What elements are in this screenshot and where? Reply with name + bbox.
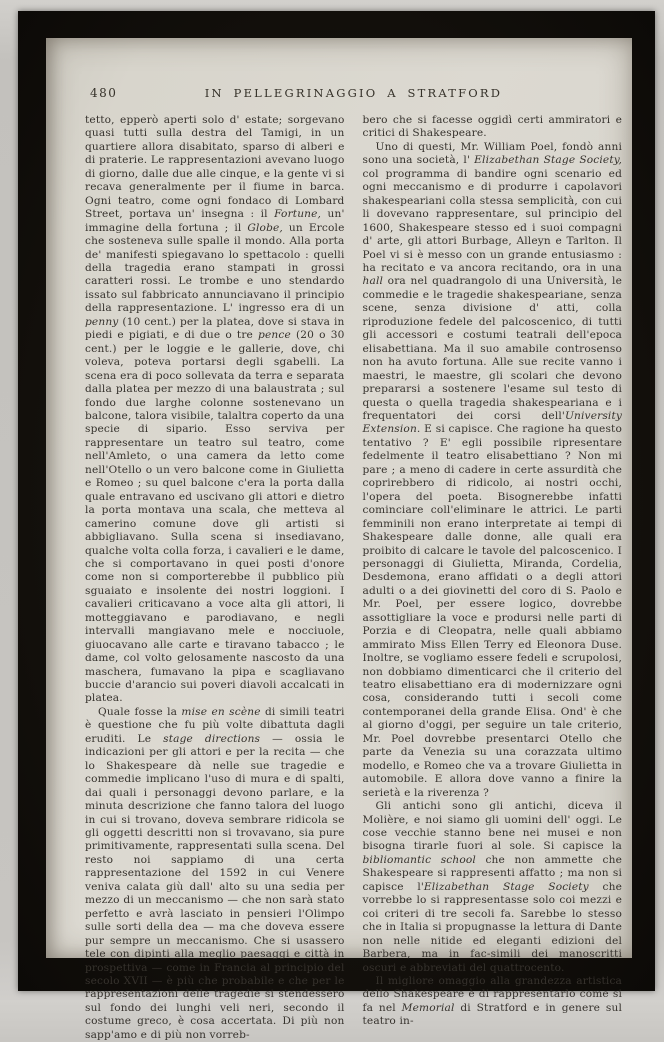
page-header	[85, 84, 622, 114]
text-run: Il migliore omaggio alla grandezza artistica dello Shakespeare è di rappresentarlo come si fa nel	[362, 975, 622, 1014]
paragraph	[363, 800, 623, 975]
italic-text-run: hall	[362, 275, 384, 288]
text-run: un Ercole che sosteneva sulle spalle il mondo. Alla porta de' manifesti spiegavano lo spettacolo : quelli della tragedia erano stampati in grossi caratteri rossi. Le trombe e uno stendardo issato sul fabbricato annunciavano il principio della rappresentazione. L' ingresso era di un	[85, 221, 345, 315]
text-run: (10 cent.) per la platea, dove si stava in piedi e pigiati, e di due o tre	[85, 315, 345, 342]
italic-text-run: bibliomantic school	[362, 853, 476, 866]
text-run: tetto, epperò aperti solo d' estate; sorgevano quasi tutti sulla destra del Tamigi, in un quartiere allora disabitato, sparso di alberi e di praterie. Le rappresentazioni avevano luogo di giorno, dalle due alle cinque, e la gente vi si recava generalmente per il fiume in barca. Ogni teatro, come ogni fondaco di Lombard Street, portava un' insegna : il	[85, 114, 345, 221]
italic-text-run: mise en scène	[181, 705, 261, 718]
text-run: Gli antichi sono gli antichi, diceva il Molière, e noi siamo gli uomini dell' oggi. Le cose vecchie stanno bene nei musei e non bisogna tirarle fuori al sole. Si capisce la	[362, 800, 622, 853]
book-page	[46, 38, 632, 1041]
paragraph	[85, 114, 345, 706]
running-title: IN PELLEGRINAGGIO A STRATFORD	[204, 86, 503, 100]
text-run: un' immagine della fortuna ; il	[85, 208, 345, 234]
paragraph	[363, 975, 623, 1029]
text-columns	[85, 114, 622, 1042]
italic-text-run: University Extension.	[362, 409, 622, 436]
text-run: ora nel quadrangolo di una Università, le commedie e le tragedie shakespeariane, senza scene, senza divisione d' atti, colla riproduzione fedele del palcoscenico, di tutti gli accessori e costumi teatrali dell'epoca elisabettiana. Ma il suo amabile controsenso non ha avuto fortuna. Alle sue recite vanno i maestri, le maestre, gli scolari che devono prepararsi a sostenere l'esame sul testo di questa o quella tragedia shakespeariana e i frequentatori dei corsi dell'	[362, 275, 622, 422]
paragraph	[363, 141, 623, 800]
text-run: col programma di bandire ogni scenario ed ogni meccanismo e di produrre i capolavori shakespeariani colla stessa semplicità, con cui li dovevano rappresentare, sul principio del 1600, Shakespeare stesso ed i suoi compagni d' arte, gli attori Burbage, Alleyn e Tarlton. Il Poel vi si è messo con un grande entusiasmo : ha recitato e va ancora recitando, ora in una	[362, 167, 622, 274]
italic-text-run: penny	[85, 315, 119, 328]
text-run: Uno di questi, Mr. William Poel, fondò anni sono una società, l'	[362, 140, 622, 167]
text-run: Quale fosse la	[98, 705, 182, 718]
page-number: 480	[90, 86, 118, 100]
italic-text-run: Fortune,	[274, 208, 322, 221]
italic-text-run: Globe,	[247, 221, 283, 234]
column-left	[85, 114, 345, 1042]
text-run: E si capisce. Che ragione ha questo tentativo ? E' egli possibile ripresentare fedelmente il teatro elisabettiano ? Non mi pare ; a meno di cadere in certe assurdità che coprirebbero di ridicolo, ai nostri occhi, l'opera del poeta. Bisognerebbe infatti cominciare coll'eliminare le attrici. Le parti femminili non erano interpretate ai tempi di Shakespeare dalle donne, alle quali era proibito di calcare le tavole del palcoscenico. I personaggi di Giulietta, Miranda, Cordelia, Desdemona, erano affidati o a degli attori adulti o a dei giovinetti del coro di S. Paolo e Mr. Poel, per essere logico, dovrebbe assottigliare la voce e prodursi nelle parti di Porzia e di Cleopatra, nelle quali abbiamo ammirato Miss Ellen Terry ed Eleonora Duse. Inoltre, se vogliamo essere fedeli e scrupolosi, non dobbiamo dimenticarci che il criterio del teatro elisabettiano era di modernizzare ogni cosa, considerando tutti i secoli come contemporanei della grande Elisa. Ond' è che al giorno d'oggi, per seguire un tale criterio, Mr. Poel dovrebbe presentarci Otello che parte da Venezia su una corazzata ultimo modello, e Romeo che va a trovare Giulietta in automobile. E allora dove vanno a finire la serietà e la riverenza ?	[362, 423, 622, 799]
text-run: che vorrebbe lo si rappresentasse solo coi mezzi e coi criteri di tre secoli fa. Sarebbe lo stesso che in Italia si propugnasse la lettura di Dante non nelle nitide ed eleganti edizioni del Barbera, ma in fac-simili dei manoscritti oscuri e abbreviati del quattrocento.	[362, 880, 622, 974]
italic-text-run: Memorial	[401, 1001, 455, 1014]
italic-text-run: pence	[258, 329, 291, 342]
italic-text-run: stage directions	[163, 732, 261, 745]
text-run: bero che si facesse oggidì certi ammiratori e critici di Shakespeare.	[362, 114, 622, 140]
text-run: — ossia le indicazioni per gli attori e per la recita — che lo Shakespeare dà nelle sue tragedie e commedie implicano l'uso di mura e di spalti, dai quali i personaggi devono parlare, e la minuta descrizione che fanno talora del luogo in cui si trovano, doveva sembrare ridicola se gli oggetti descritti non si trovavano, sia pure primitivamente, rappresentati sulla scena. Del resto noi sappiamo di una certa rappresentazione del 1592 in cui Venere veniva calata giù dall' alto su una sedia per mezzo di un meccanismo — che non sarà stato perfetto e avrà lasciato in pensieri l'Olimpo sulle sorti della dea — ma che doveva essere pur sempre un meccanismo. Che si usassero tele con dipinti alla meglio paesaggi e città in prospettiva — come in Francia al principio del secolo XVII — è più che probabile e che per le rappresentazioni delle tragedie si stendessero sul fondo dei lunghi veli neri, secondo il costume greco, è cosa accertata. Di più non sapp'amo e di più non vorreb-	[85, 732, 345, 1041]
italic-text-run: Elizabethan Stage Society,	[474, 154, 623, 167]
text-run: di simili teatri è questione che fu più volte dibattuta dagli eruditi. Le	[85, 705, 345, 745]
paragraph	[85, 706, 345, 1042]
text-run: che non ammette che Shakespeare si rappresenti affatto ; ma non si capisce l'	[362, 853, 622, 893]
italic-text-run: Elizabethan Stage Society	[423, 880, 589, 893]
scan-black-frame	[18, 11, 655, 1041]
paragraph	[363, 114, 623, 141]
text-run: di Stratford e in genere sul teatro in-	[362, 1001, 622, 1028]
column-right	[363, 114, 623, 1042]
text-run: (20 o 30 cent.) per le loggie e le gallerie, dove, chi voleva, poteva portarsi degli sgabelli. La scena era di poco sollevata da terra e separata dalla platea per mezzo di una balaustrata ; sul fondo due larghe colonne sostenevano un balcone, talora visibile, talaltra coperto da una specie di sipario. Esso serviva per rappresentare un teatro sul teatro, come nell'Amleto, o una camera da letto come nell'Otello o un vero balcone come in Giulietta e Romeo ; su quel balcone c'era la porta dalla quale entravano ed uscivano gli attori e dietro la porta montava una scala, che metteva al camerino comune dove gli artisti si abbigliavano. Sulla scena si insediavano, qualche volta colla forza, i cavalieri e le dame, che si comportavano in quei posti d'onore come non si comporterebbe il pubblico più sguaiato e insolente dei nostri loggioni. I cavalieri criticavano a voce alta gli attori, li motteggiavano e parodiavano, e negli intervalli mangiavano mele e nocciuole, giuocavano alle carte e tiravano tabacco ; le dame, col volto gelosamente nascosto da una maschera, fumavano la pipa e scagliavano buccie d'arancio sui poveri diavoli accalcati in platea.	[85, 329, 345, 705]
